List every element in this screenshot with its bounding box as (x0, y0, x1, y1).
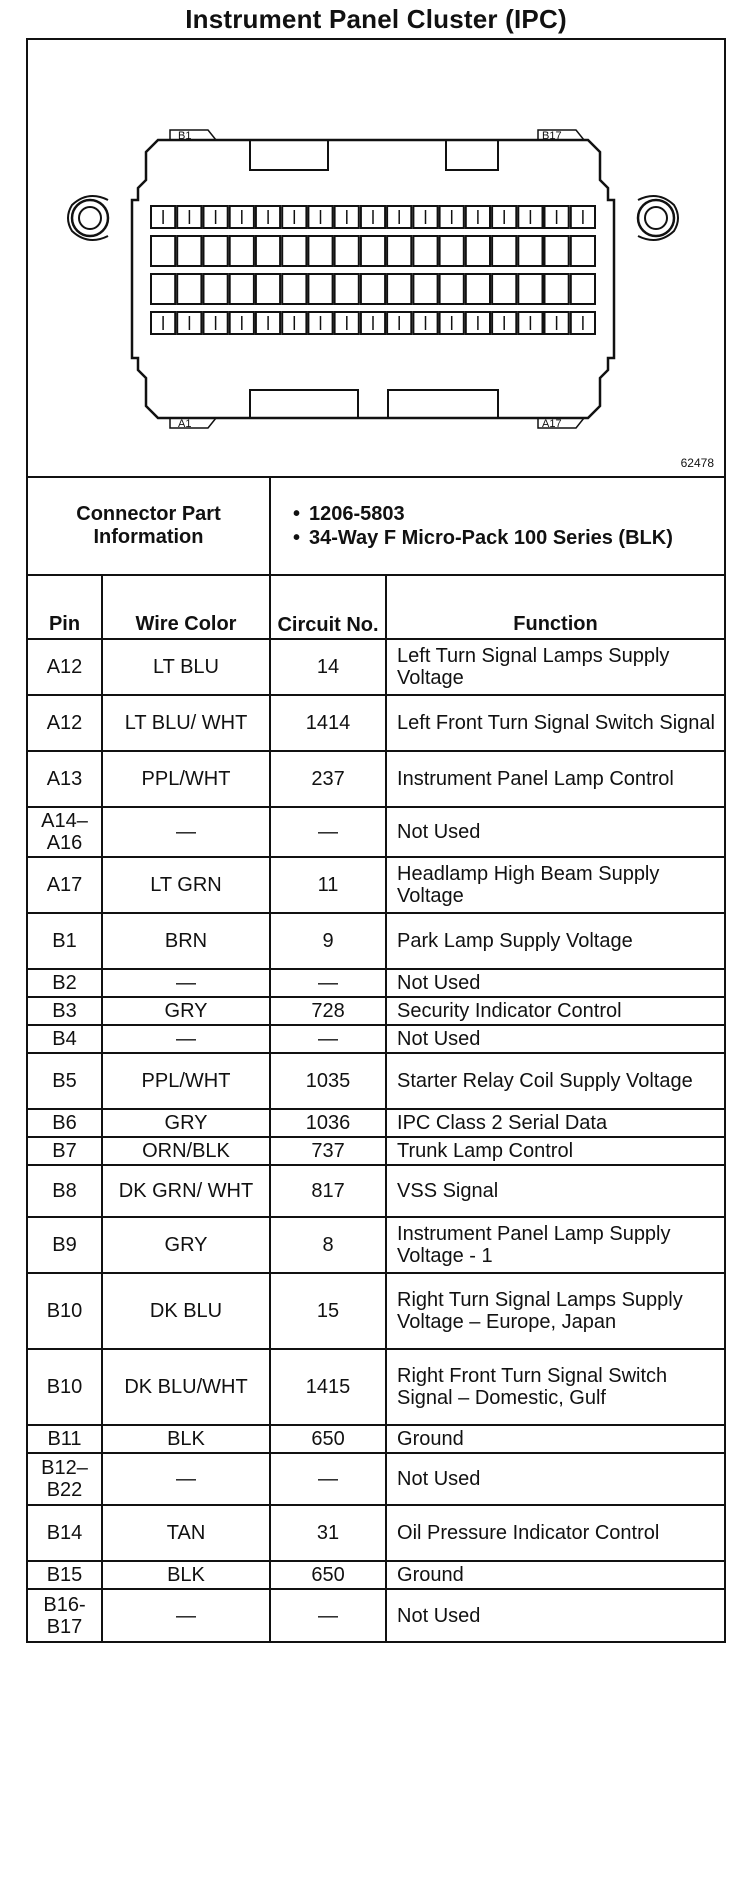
function-cell: Ground (386, 1561, 724, 1589)
function-cell: Instrument Panel Lamp Control (386, 751, 724, 807)
wire-color-cell: DK BLU (102, 1273, 270, 1349)
function-cell: Ground (386, 1425, 724, 1453)
circuit-cell: 14 (270, 639, 386, 695)
function-cell: IPC Class 2 Serial Data (386, 1109, 724, 1137)
pin-cavity (492, 274, 516, 304)
pin-cavity (545, 236, 569, 266)
pin-cavity (282, 236, 306, 266)
function-cell: Left Front Turn Signal Switch Signal (386, 695, 724, 751)
wire-color-cell: TAN (102, 1505, 270, 1561)
table-row (28, 1453, 724, 1505)
function-cell: Not Used (386, 1025, 724, 1053)
table-row (28, 1217, 724, 1273)
pin-cell: B4 (28, 1025, 102, 1053)
circuit-cell: 1415 (270, 1349, 386, 1425)
page-title: Instrument Panel Cluster (IPC) (185, 4, 567, 34)
pin-cell: B16- B17 (28, 1589, 102, 1641)
wire-color-cell: ORN/BLK (102, 1137, 270, 1165)
pin-cavity (387, 274, 411, 304)
table-row (28, 1137, 724, 1165)
circuit-cell: — (270, 1453, 386, 1505)
tag-a1-shape (170, 418, 216, 428)
pin-cell: A14– A16 (28, 807, 102, 857)
function-cell: Not Used (386, 1589, 724, 1641)
wire-color-cell: — (102, 1453, 270, 1505)
table-row (28, 695, 724, 751)
wire-color-cell: GRY (102, 1217, 270, 1273)
circuit-cell: 1035 (270, 1053, 386, 1109)
circuit-cell: 1036 (270, 1109, 386, 1137)
pin-cavity (256, 274, 280, 304)
label-b17: B17 (542, 130, 562, 142)
pin-cell: B6 (28, 1109, 102, 1137)
pin-cavity (518, 236, 542, 266)
left-mount-hole-outer (72, 200, 108, 236)
pin-cavity (518, 274, 542, 304)
circuit-cell: 11 (270, 857, 386, 913)
circuit-cell: — (270, 969, 386, 997)
wire-color-cell: LT GRN (102, 857, 270, 913)
header-circuit: Circuit No. (270, 575, 386, 639)
label-b1: B1 (178, 130, 192, 142)
function-cell: Right Turn Signal Lamps Supply Voltage – Europe, Japan (386, 1273, 724, 1349)
wire-color-cell: LT BLU (102, 639, 270, 695)
function-cell: Trunk Lamp Control (386, 1137, 724, 1165)
pin-cavity (413, 274, 437, 304)
table-row (28, 1025, 724, 1053)
function-cell: Right Front Turn Signal Switch Signal – Domestic, Gulf (386, 1349, 724, 1425)
table-row (28, 857, 724, 913)
function-cell: Oil Pressure Indicator Control (386, 1505, 724, 1561)
circuit-cell: — (270, 1589, 386, 1641)
table-row (28, 1589, 724, 1641)
left-mount-hole-inner (79, 207, 101, 229)
wire-color-cell: BLK (102, 1425, 270, 1453)
table-row (28, 1505, 724, 1561)
pin-cavity (256, 236, 280, 266)
function-cell: Starter Relay Coil Supply Voltage (386, 1053, 724, 1109)
pin-cell: A13 (28, 751, 102, 807)
function-cell: VSS Signal (386, 1165, 724, 1217)
pin-cavity (361, 236, 385, 266)
circuit-cell: 9 (270, 913, 386, 969)
circuit-cell: 817 (270, 1165, 386, 1217)
connector-info-row (28, 478, 724, 575)
circuit-cell: 8 (270, 1217, 386, 1273)
table-row (28, 751, 724, 807)
table-row (28, 1425, 724, 1453)
pin-cell: B9 (28, 1217, 102, 1273)
table-row (28, 1165, 724, 1217)
function-cell: Headlamp High Beam Supply Voltage (386, 857, 724, 913)
connector-drawing (28, 40, 724, 474)
wire-color-cell: — (102, 1025, 270, 1053)
wire-color-cell: BLK (102, 1561, 270, 1589)
pin-cell: B7 (28, 1137, 102, 1165)
function-cell: Security Indicator Control (386, 997, 724, 1025)
pin-cell: B8 (28, 1165, 102, 1217)
wire-color-cell: — (102, 807, 270, 857)
function-cell: Not Used (386, 807, 724, 857)
function-cell: Park Lamp Supply Voltage (386, 913, 724, 969)
wire-color-cell: DK GRN/ WHT (102, 1165, 270, 1217)
wire-color-cell: GRY (102, 997, 270, 1025)
pin-cavity (230, 236, 254, 266)
header-function: Function (386, 575, 724, 639)
header-pin: Pin (28, 575, 102, 639)
tag-b1-shape (170, 130, 216, 140)
function-cell: Left Turn Signal Lamps Supply Voltage (386, 639, 724, 695)
circuit-cell: 728 (270, 997, 386, 1025)
header-wire-color: Wire Color (102, 575, 270, 639)
pin-cell: B3 (28, 997, 102, 1025)
wire-color-cell: GRY (102, 1109, 270, 1137)
circuit-cell: 31 (270, 1505, 386, 1561)
wire-color-cell: DK BLU/WHT (102, 1349, 270, 1425)
pin-cavity (413, 236, 437, 266)
wire-color-cell: — (102, 969, 270, 997)
function-cell: Not Used (386, 969, 724, 997)
circuit-cell: 650 (270, 1561, 386, 1589)
connector-diagram (28, 40, 724, 478)
table-row (28, 639, 724, 695)
pin-cavity (282, 274, 306, 304)
connector-type: • 34-Way F Micro-Pack 100 Series (BLK) (293, 526, 718, 550)
circuit-cell: — (270, 1025, 386, 1053)
connector-part-number: • 1206-5803 (293, 502, 718, 526)
table-row (28, 1349, 724, 1425)
pin-cavity (335, 236, 359, 266)
pin-cavity (151, 274, 175, 304)
wire-color-cell: LT BLU/ WHT (102, 695, 270, 751)
pin-cavity (177, 236, 201, 266)
pin-cavity (440, 236, 464, 266)
connector-info-label: Connector Part Information (28, 478, 270, 575)
pin-cavity (571, 236, 595, 266)
bottom-latch-right (388, 390, 498, 418)
circuit-cell: 650 (270, 1425, 386, 1453)
wire-color-cell: PPL/WHT (102, 751, 270, 807)
bottom-latch-left (250, 390, 358, 418)
right-mount-hole-inner (645, 207, 667, 229)
pin-cavity (230, 274, 254, 304)
pin-cell: A12 (28, 639, 102, 695)
pin-cell: B15 (28, 1561, 102, 1589)
connector-info-list (270, 478, 724, 575)
table-row (28, 1561, 724, 1589)
pin-cavity (151, 236, 175, 266)
top-latch-left (250, 140, 328, 170)
pin-cavity (204, 274, 228, 304)
pin-cavity (387, 236, 411, 266)
circuit-cell: 15 (270, 1273, 386, 1349)
pin-cell: B5 (28, 1053, 102, 1109)
pin-cavity (335, 274, 359, 304)
wire-color-cell: BRN (102, 913, 270, 969)
pin-cell: B2 (28, 969, 102, 997)
top-latch-right (446, 140, 498, 170)
table-row (28, 997, 724, 1025)
label-a1: A1 (178, 418, 192, 430)
pin-cell: B10 (28, 1273, 102, 1349)
circuit-cell: — (270, 807, 386, 857)
pin-cavity (466, 274, 490, 304)
pin-cell: A17 (28, 857, 102, 913)
pin-cavity-rows (151, 206, 595, 334)
table-row (28, 1053, 724, 1109)
function-cell: Instrument Panel Lamp Supply Voltage - 1 (386, 1217, 724, 1273)
pin-cavity (177, 274, 201, 304)
table-header-row (28, 575, 724, 639)
circuit-cell: 737 (270, 1137, 386, 1165)
pin-cell: B1 (28, 913, 102, 969)
pin-cavity (545, 274, 569, 304)
label-a17: A17 (542, 418, 562, 430)
right-mount-hole-outer (638, 200, 674, 236)
circuit-cell: 1414 (270, 695, 386, 751)
table-row (28, 807, 724, 857)
figure-number: 62478 (680, 456, 714, 470)
pin-cell: B14 (28, 1505, 102, 1561)
function-cell: Not Used (386, 1453, 724, 1505)
pin-cavity (308, 236, 332, 266)
table-row (28, 969, 724, 997)
table-row (28, 1109, 724, 1137)
pin-cavity (466, 236, 490, 266)
pinout-table (28, 478, 724, 1641)
table-row (28, 1273, 724, 1349)
pin-cell: B12– B22 (28, 1453, 102, 1505)
table-row (28, 913, 724, 969)
connector-sheet (26, 38, 726, 1643)
wire-color-cell: PPL/WHT (102, 1053, 270, 1109)
pin-cavity (571, 274, 595, 304)
pin-cavity (204, 236, 228, 266)
circuit-cell: 237 (270, 751, 386, 807)
pin-cavity (308, 274, 332, 304)
pin-cavity (492, 236, 516, 266)
pin-cell: B11 (28, 1425, 102, 1453)
wire-color-cell: — (102, 1589, 270, 1641)
pin-cavity (361, 274, 385, 304)
pin-cell: A12 (28, 695, 102, 751)
pin-cell: B10 (28, 1349, 102, 1425)
pin-cavity (440, 274, 464, 304)
